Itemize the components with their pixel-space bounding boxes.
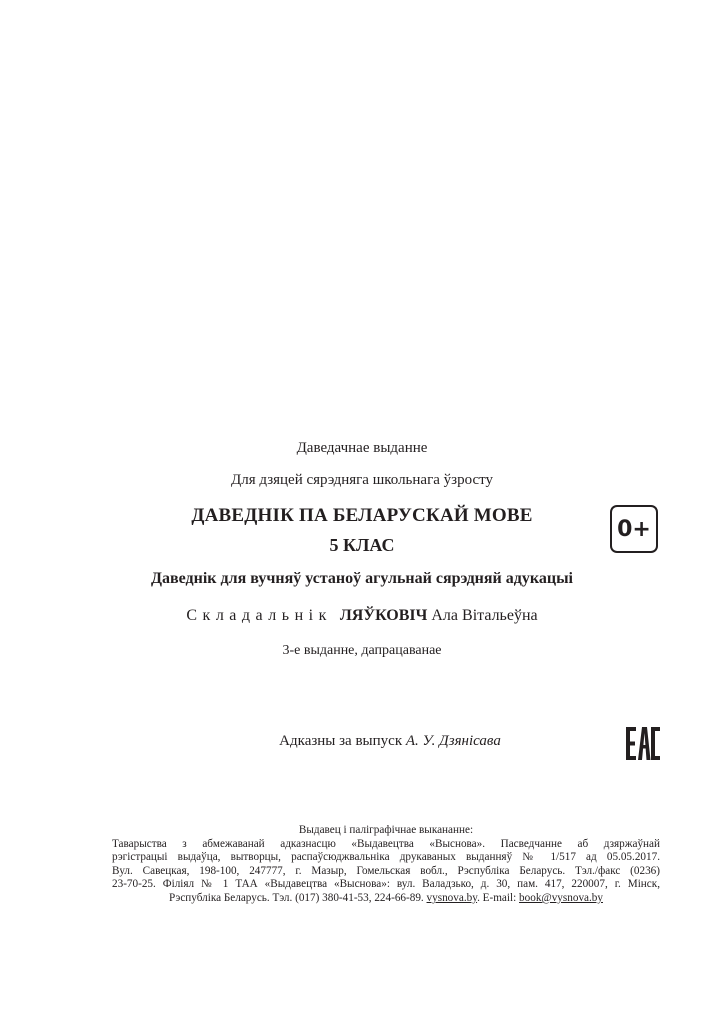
compiler-surname: ЛЯЎКОВІЧ bbox=[339, 607, 428, 624]
email-link[interactable]: book@vysnova.by bbox=[519, 891, 603, 904]
edition-type: Даведачнае выданне bbox=[296, 440, 428, 456]
imprint-line: Вул. Савецкая, 198-100, 247777, г. Мазыр, Гомельская вобл., Рэспубліка Беларусь. Тэл./факс (0236) bbox=[112, 864, 660, 877]
compiler-name: Ала Вітальеўна bbox=[431, 607, 538, 624]
imprint-phones: Рэспубліка Беларусь. Тэл. (017) 380-41-53, 224-66-89. bbox=[169, 891, 424, 904]
imprint-contacts: Рэспубліка Беларусь. Тэл. (017) 380-41-53, 224-66-89. vysnova.by. E-mail: book@vysnova.by bbox=[169, 891, 603, 904]
audience-note: Для дзяцей сярэдняга школьнага ўзросту bbox=[231, 472, 493, 488]
responsible-person: А. У. Дзянісава bbox=[405, 733, 501, 749]
compiler-role: Складальнік bbox=[186, 607, 332, 624]
compiler-line bbox=[0, 607, 724, 625]
book-title: ДАВЕДНІК ПА БЕЛАРУСКАЙ МОВЕ bbox=[191, 505, 533, 526]
email-label: E-mail: bbox=[482, 891, 517, 904]
responsible-label: Адказны за выпуск bbox=[279, 733, 403, 749]
website-link[interactable]: vysnova.by bbox=[426, 891, 478, 904]
imprint-heading: Выдавец і паліграфічнае выкананне: bbox=[298, 824, 474, 836]
edition-note: 3-е выданне, дапрацаванае bbox=[282, 643, 442, 658]
imprint-line: Таварыства з абмежаванай адказнасцю «Выдавецтва «Выснова». Пасведчанне аб дзяржаўнай bbox=[112, 837, 660, 850]
publisher-imprint bbox=[112, 824, 660, 906]
book-subtitle: Даведнік для вучняў устаноў агульнай сярэдняй адукацыі bbox=[150, 570, 573, 587]
responsible-line bbox=[0, 733, 724, 750]
age-rating-badge: 0+ bbox=[610, 505, 658, 553]
grade-label: 5 КЛАС bbox=[329, 535, 395, 555]
imprint-line: 23-70-25. Філіял № 1 ТАА «Выдавецтва «Выснова»: вул. Валадзько, д. 30, пам. 417, 220007, г. Мінск, bbox=[112, 878, 660, 891]
eac-mark-icon bbox=[626, 727, 660, 760]
imprint-line: рэгістрацыі выдаўца, вытворцы, распаўсюджвальніка друкаваных выданняў № 1/517 ад 05.05.2017. bbox=[112, 851, 660, 864]
